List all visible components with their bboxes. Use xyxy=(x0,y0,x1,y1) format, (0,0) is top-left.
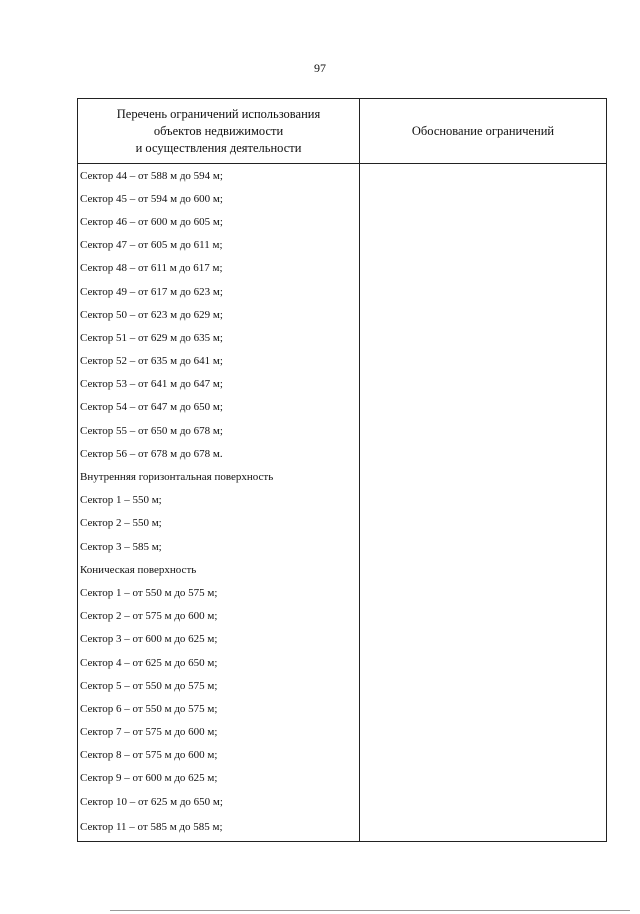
table-row xyxy=(78,605,607,628)
table-row xyxy=(78,697,607,720)
justification-cell xyxy=(360,512,607,535)
restriction-cell: Сектор 7 – от 575 м до 600 м; xyxy=(78,721,360,744)
justification-cell xyxy=(360,721,607,744)
justification-cell xyxy=(360,697,607,720)
justification-cell xyxy=(360,280,607,303)
table-row xyxy=(78,442,607,465)
justification-cell xyxy=(360,442,607,465)
header-line: объектов недвижимости xyxy=(153,123,284,138)
justification-cell xyxy=(360,350,607,373)
justification-cell xyxy=(360,210,607,233)
table-row xyxy=(78,512,607,535)
table-row xyxy=(78,674,607,697)
restriction-cell: Сектор 1 – 550 м; xyxy=(78,489,360,512)
restriction-cell: Внутренняя горизонтальная поверхность xyxy=(78,465,360,488)
table-row xyxy=(78,581,607,604)
justification-cell xyxy=(360,628,607,651)
table-row xyxy=(78,187,607,210)
justification-cell xyxy=(360,605,607,628)
table-row xyxy=(78,721,607,744)
justification-cell xyxy=(360,790,607,813)
justification-cell xyxy=(360,558,607,581)
table-row xyxy=(78,419,607,442)
table-row xyxy=(78,790,607,813)
table-row xyxy=(78,767,607,790)
table-row xyxy=(78,465,607,488)
restriction-cell: Сектор 50 – от 623 м до 629 м; xyxy=(78,303,360,326)
table-row xyxy=(78,489,607,512)
header-restrictions-list xyxy=(78,99,360,164)
justification-cell xyxy=(360,303,607,326)
justification-cell xyxy=(360,257,607,280)
header-line: и осуществления деятельности xyxy=(135,140,302,155)
table-row xyxy=(78,373,607,396)
table-row xyxy=(78,326,607,349)
justification-cell xyxy=(360,373,607,396)
table-row xyxy=(78,164,607,188)
justification-cell xyxy=(360,396,607,419)
restriction-cell: Сектор 6 – от 550 м до 575 м; xyxy=(78,697,360,720)
table-row xyxy=(78,280,607,303)
justification-cell xyxy=(360,674,607,697)
restriction-cell: Сектор 2 – от 575 м до 600 м; xyxy=(78,605,360,628)
restriction-cell: Сектор 9 – от 600 м до 625 м; xyxy=(78,767,360,790)
restriction-cell: Сектор 45 – от 594 м до 600 м; xyxy=(78,187,360,210)
table-header-row xyxy=(78,99,607,164)
restrictions-table xyxy=(77,98,607,842)
restriction-cell: Сектор 51 – от 629 м до 635 м; xyxy=(78,326,360,349)
restriction-cell: Коническая поверхность xyxy=(78,558,360,581)
justification-cell xyxy=(360,744,607,767)
table-row xyxy=(78,210,607,233)
restriction-cell: Сектор 55 – от 650 м до 678 м; xyxy=(78,419,360,442)
restriction-cell: Сектор 10 – от 625 м до 650 м; xyxy=(78,790,360,813)
restriction-cell: Сектор 47 – от 605 м до 611 м; xyxy=(78,234,360,257)
restriction-cell: Сектор 49 – от 617 м до 623 м; xyxy=(78,280,360,303)
restriction-cell: Сектор 44 – от 588 м до 594 м; xyxy=(78,164,360,188)
table-row xyxy=(78,257,607,280)
restriction-cell: Сектор 3 – 585 м; xyxy=(78,535,360,558)
restriction-cell: Сектор 2 – 550 м; xyxy=(78,512,360,535)
justification-cell xyxy=(360,465,607,488)
table-row xyxy=(78,558,607,581)
restriction-cell: Сектор 4 – от 625 м до 650 м; xyxy=(78,651,360,674)
page-number: 97 xyxy=(314,61,326,75)
justification-cell xyxy=(360,651,607,674)
table-row xyxy=(78,234,607,257)
restriction-cell: Сектор 11 – от 585 м до 585 м; xyxy=(78,813,360,842)
justification-cell xyxy=(360,813,607,842)
justification-cell xyxy=(360,187,607,210)
justification-cell xyxy=(360,234,607,257)
table-row xyxy=(78,535,607,558)
restriction-cell: Сектор 48 – от 611 м до 617 м; xyxy=(78,257,360,280)
justification-cell xyxy=(360,326,607,349)
table-row xyxy=(78,813,607,842)
header-line: Перечень ограничений использования xyxy=(116,106,321,121)
justification-cell xyxy=(360,489,607,512)
justification-cell xyxy=(360,535,607,558)
table-row xyxy=(78,744,607,767)
restriction-cell: Сектор 8 – от 575 м до 600 м; xyxy=(78,744,360,767)
header-justification: Обоснование ограничений xyxy=(360,99,607,164)
restriction-cell: Сектор 5 – от 550 м до 575 м; xyxy=(78,674,360,697)
table-row xyxy=(78,628,607,651)
table-row xyxy=(78,303,607,326)
table-row xyxy=(78,350,607,373)
restriction-cell: Сектор 53 – от 641 м до 647 м; xyxy=(78,373,360,396)
restriction-cell: Сектор 1 – от 550 м до 575 м; xyxy=(78,581,360,604)
scan-edge-line xyxy=(110,910,630,911)
justification-cell xyxy=(360,581,607,604)
table-row xyxy=(78,651,607,674)
restriction-cell: Сектор 56 – от 678 м до 678 м. xyxy=(78,442,360,465)
justification-cell xyxy=(360,164,607,188)
justification-cell xyxy=(360,767,607,790)
restriction-cell: Сектор 46 – от 600 м до 605 м; xyxy=(78,210,360,233)
restriction-cell: Сектор 52 – от 635 м до 641 м; xyxy=(78,350,360,373)
table-body xyxy=(78,164,607,842)
table-row xyxy=(78,396,607,419)
restriction-cell: Сектор 54 – от 647 м до 650 м; xyxy=(78,396,360,419)
justification-cell xyxy=(360,419,607,442)
restriction-cell: Сектор 3 – от 600 м до 625 м; xyxy=(78,628,360,651)
